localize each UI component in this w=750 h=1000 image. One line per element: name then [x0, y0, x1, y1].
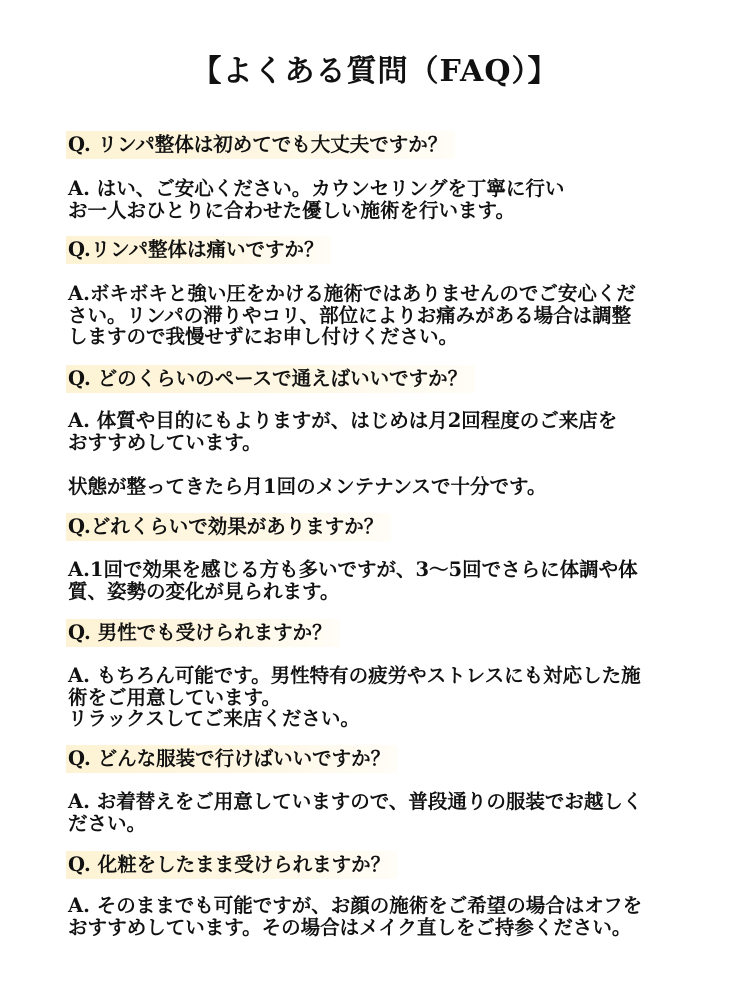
faq-answer-1 — [68, 178, 708, 221]
answer-line: おすすめしています。その場合はメイク直しをご持参ください。 — [68, 915, 632, 939]
answer-line: A. もちろん可能です。男性特有の疲労やストレスにも対応した施 — [68, 664, 641, 687]
faq-question-6 — [68, 745, 708, 773]
question-highlight: Q. どのくらいのペースで通えばいいですか？ — [66, 365, 475, 393]
page-title: 【よくある質問（FAQ）】 — [191, 54, 559, 89]
answer-line: A. そのままでも可能ですが、お顔の施術をご希望の場合はオフを — [68, 894, 643, 917]
faq-answer-7 — [68, 895, 708, 938]
answer-line: 状態が整ってきたら月1回のメンテナンスで十分です。 — [68, 475, 547, 498]
answer-line: A. 体質や目的にもよりますが、はじめは月2回程度のご来店を — [68, 409, 618, 432]
faq-answer-3 — [68, 410, 708, 453]
answer-line: A. はい、ご安心ください。カウンセリングを丁寧に行い — [68, 177, 565, 200]
answer-line: A.ボキボキと強い圧をかける施術ではありませんのでご安心くだ — [68, 282, 636, 305]
answer-line: A.1回で効果を感じる方も多いですが、3〜5回でさらに体調や体 — [68, 558, 638, 581]
question-highlight: Q. 男性でも受けられますか？ — [66, 619, 340, 647]
answer-line: ださい。 — [68, 811, 147, 835]
faq-question-5 — [68, 619, 708, 647]
faq-question-1 — [68, 131, 708, 159]
faq-answer-3-extra — [68, 476, 708, 498]
faq-answer-6 — [68, 791, 708, 834]
answer-line: A. お着替えをご用意していますので、普段通りの服装でお越しく — [68, 790, 643, 813]
answer-line: おすすめしています。 — [68, 430, 262, 454]
question-highlight: Q.どれくらいで効果がありますか？ — [66, 513, 391, 541]
faq-answer-4 — [68, 559, 708, 602]
answer-line: さい。リンパの滞りやコリ、部位によりお痛みがある場合は調整 — [68, 303, 632, 327]
faq-question-7 — [68, 851, 708, 879]
question-highlight: Q. どんな服装で行けばいいですか？ — [66, 745, 398, 773]
answer-line: 術をご用意しています。 — [68, 685, 281, 709]
answer-line: 質、姿勢の変化が見られます。 — [68, 579, 340, 603]
faq-question-4 — [68, 513, 708, 541]
faq-question-2 — [68, 236, 708, 264]
question-highlight: Q. 化粧をしたまま受けられますか？ — [66, 851, 398, 879]
faq-answer-5 — [68, 665, 708, 730]
faq-question-3 — [68, 365, 708, 393]
answer-line: リラックスしてご来店ください。 — [68, 707, 360, 730]
question-highlight: Q.リンパ整体は痛いですか？ — [66, 236, 331, 264]
answer-line: しますので我慢せずにお申し付けください。 — [68, 325, 459, 348]
answer-line: お一人おひとりに合わせた優しい施術を行います。 — [68, 198, 515, 222]
faq-answer-2 — [68, 283, 708, 348]
question-highlight: Q. リンパ整体は初めてでも大丈夫ですか？ — [66, 131, 455, 159]
